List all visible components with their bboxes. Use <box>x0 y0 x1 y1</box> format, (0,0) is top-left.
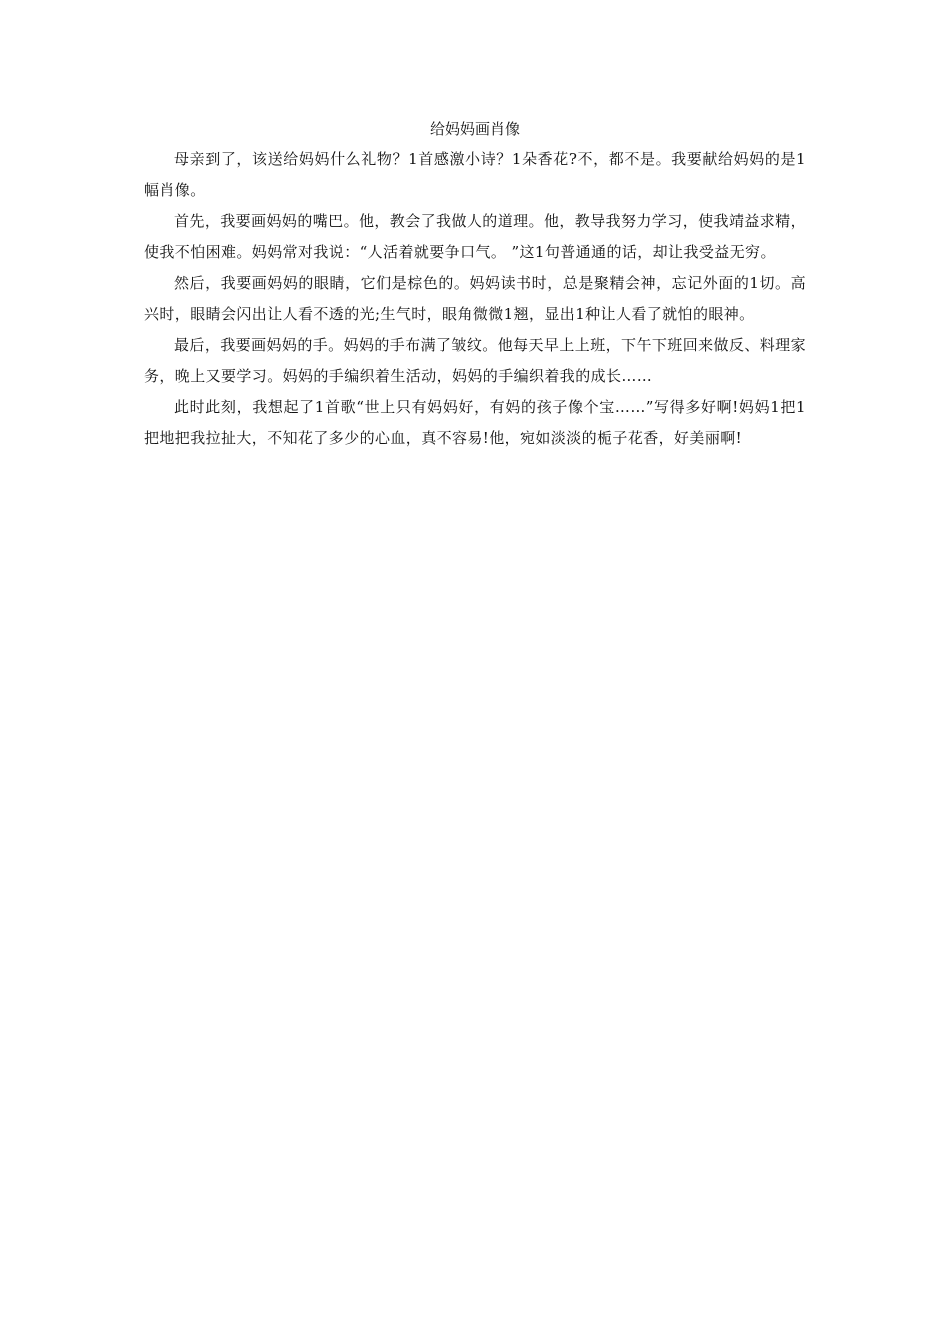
paragraph-conclusion: 此时此刻，我想起了1首歌“世上只有妈妈好，有妈的孩子像个宝……”写得多好啊!妈妈1把1把地把我拉扯大，不知花了多少的心血，真不容易!他，宛如淡淡的栀子花香，好美丽啊! <box>144 398 806 447</box>
paragraph-eyes: 然后，我要画妈妈的眼睛，它们是棕色的。妈妈读书时，总是聚精会神，忘记外面的1切。高兴时，眼睛会闪出让人看不透的光;生气时，眼角微微1翘，显出1种让人看了就怕的眼神。 <box>144 274 806 323</box>
paragraph-intro: 母亲到了，该送给妈妈什么礼物？1首感激小诗？1朵香花?不，都不是。我要献给妈妈的是1幅肖像。 <box>144 150 806 199</box>
paragraph-mouth: 首先，我要画妈妈的嘴巴。他，教会了我做人的道理。他，教导我努力学习，使我靖益求精，使我不怕困难。妈妈常对我说：“人活着就要争口气。 ”这1句普通通的话，却让我受益无穷。 <box>144 212 806 261</box>
paragraph-hands: 最后，我要画妈妈的手。妈妈的手布满了皱纹。他每天早上上班，下午下班回来做反、料理家务，晚上又要学习。妈妈的手编织着生活动，妈妈的手编织着我的成长…… <box>144 336 806 385</box>
document-title: 给妈妈画肖像 <box>429 120 520 138</box>
document-body <box>144 114 806 454</box>
